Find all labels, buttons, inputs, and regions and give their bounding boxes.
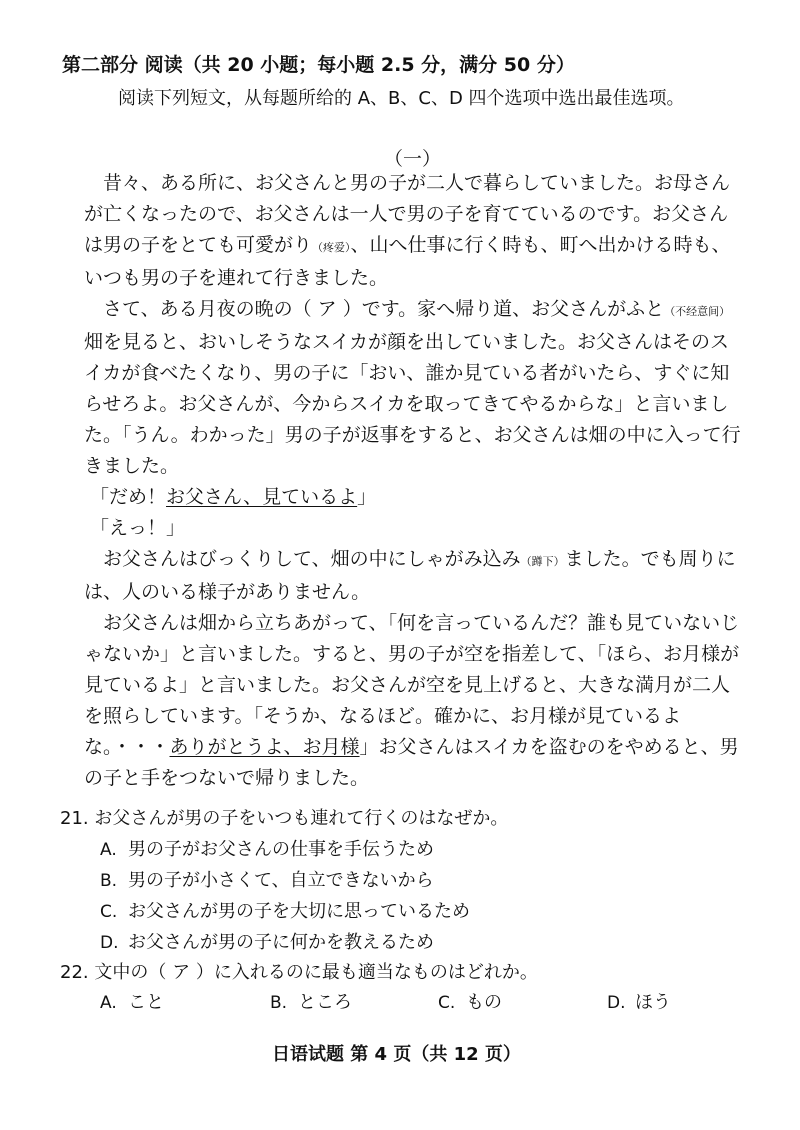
dialog-open: 「だめ！ bbox=[90, 486, 167, 508]
paragraph-1-text-a: 昔々、ある所に、お父さんと男の子が二人で暮らしていました。お母さんが亡くなったので、お父さんは一人で男の子を育てているのです。お父さんは男の子をとても可愛がり bbox=[84, 172, 731, 256]
question-21-option-a[interactable] bbox=[100, 835, 434, 861]
option-text: こと bbox=[128, 992, 164, 1013]
underlined-phrase-1: お父さん、見ているよ bbox=[166, 486, 358, 508]
option-text: 男の子がお父さんの仕事を手伝うため bbox=[128, 839, 434, 860]
paragraph-1 bbox=[84, 168, 744, 294]
dialog-close: 」 bbox=[357, 486, 377, 508]
question-21 bbox=[60, 804, 508, 830]
paragraph-6-text-b: 」お父さんはスイカを盗むのをやめると、男の子と手をつないで帰りました。 bbox=[84, 736, 739, 789]
gloss-3: （蹲下） bbox=[520, 555, 565, 568]
question-22-option-b[interactable] bbox=[270, 988, 352, 1014]
gloss-2: （不经意间） bbox=[664, 305, 731, 318]
option-text: もの bbox=[466, 992, 502, 1013]
question-22-option-c[interactable] bbox=[438, 988, 502, 1014]
option-text: お父さんが男の子を大切に思っているため bbox=[128, 901, 470, 922]
question-22 bbox=[60, 958, 538, 984]
option-label: D. bbox=[100, 933, 119, 953]
option-label: B. bbox=[100, 871, 118, 891]
paragraph-2-text-a: さて、ある月夜の晩の（ ア ）です。家へ帰り道、お父さんがふと bbox=[103, 298, 665, 320]
question-21-number: 21. bbox=[60, 808, 89, 829]
paragraph-2-text-b: 畑を見ると、おいしそうなスイカが顔を出していました。お父さんはそのスイカが食べたくなり、男の子に「おい、誰か見ている者がいたら、すぐに知らせろよ。お父さんが、今からスイカを取ってきてやるからな」と言いました。「うん。わかった」男の子が返事をすると、お父さんは畑の中に入って行きました。 bbox=[84, 331, 741, 477]
option-label: D. bbox=[607, 993, 626, 1013]
paragraph-5-text-a: お父さんはびっくりして、畑の中にしゃがみ込み bbox=[103, 548, 521, 570]
option-text: お父さんが男の子に何かを教えるため bbox=[128, 932, 434, 953]
option-label: A. bbox=[100, 840, 117, 860]
option-label: B. bbox=[270, 993, 288, 1013]
paragraph-6 bbox=[84, 608, 744, 794]
instruction: 阅读下列短文，从每题所给的 A、B、C、D 四个选项中选出最佳选项。 bbox=[118, 88, 685, 109]
paragraph-1-text-b: 、山へ仕事に行く時も、町へ出かける時も、いつも男の子を連れて行きました。 bbox=[84, 234, 731, 289]
question-22-number: 22. bbox=[60, 962, 89, 983]
part-title: 第二部分 阅读（共 20 小题；每小题 2.5 分，满分 50 分） bbox=[62, 54, 575, 76]
paragraph-2 bbox=[84, 294, 744, 482]
paragraph-3 bbox=[84, 482, 744, 513]
question-22-option-d[interactable] bbox=[607, 988, 671, 1014]
option-text: 男の子が小さくて、自立できないから bbox=[128, 870, 434, 891]
question-22-stem: 文中の（ ア ）に入れるのに最も適当なものはどれか。 bbox=[94, 962, 538, 983]
question-21-stem: お父さんが男の子をいつも連れて行くのはなぜか。 bbox=[94, 808, 509, 829]
question-21-option-d[interactable] bbox=[100, 928, 434, 954]
question-21-option-b[interactable] bbox=[100, 866, 434, 892]
page-footer: 日语试题 第 4 页（共 12 页） bbox=[272, 1044, 521, 1065]
option-text: ほう bbox=[635, 992, 671, 1013]
paragraph-5-text-b: ました。でも周りには、人のいる様子がありません。 bbox=[84, 548, 736, 603]
paragraph-6-text-a: お父さんは畑から立ちあがって、「何を言っているんだ？誰も見ていないじゃないか」と言いました。すると、男の子が空を指差して、「ほら、お月様が見ているよ」と言いました。お父さんが空を見上げると、大きな満月が二人を照らしています。「そうか、なるほど。確かに、お月様が見ているよな。・・・ bbox=[84, 612, 740, 758]
paragraph-5 bbox=[84, 544, 744, 608]
passage-number: （一） bbox=[384, 148, 442, 170]
option-text: ところ bbox=[298, 992, 352, 1013]
question-22-option-a[interactable] bbox=[100, 988, 164, 1014]
option-label: C. bbox=[100, 902, 118, 922]
underlined-phrase-2: ありがとうよ、お月様 bbox=[169, 736, 360, 758]
passage bbox=[84, 168, 744, 794]
question-21-option-c[interactable] bbox=[100, 897, 470, 923]
gloss-1: （疼爱） bbox=[312, 241, 351, 254]
option-label: C. bbox=[438, 993, 456, 1013]
paragraph-4: 「えっ！」 bbox=[90, 517, 186, 539]
option-label: A. bbox=[100, 993, 117, 1013]
